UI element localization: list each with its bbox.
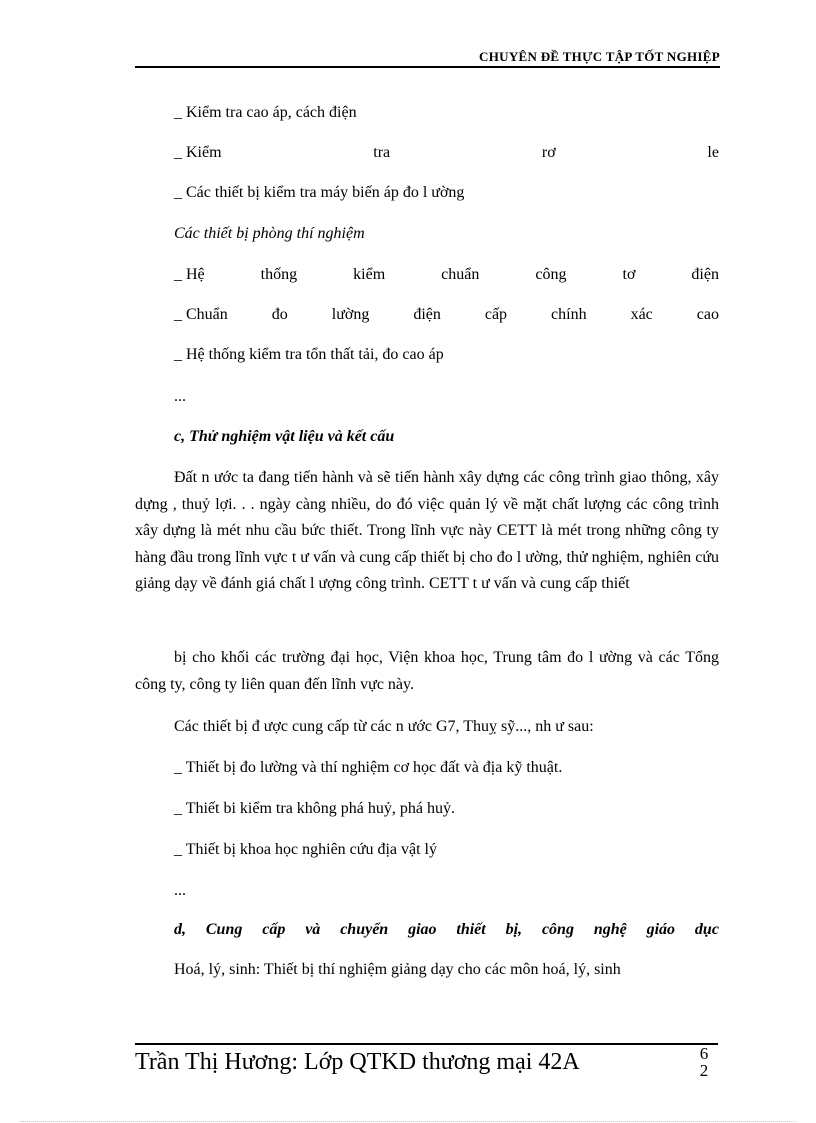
word: bị,	[505, 921, 523, 938]
section-c-heading: c, Thử nghiệm vật liệu và kết cấu	[174, 428, 395, 445]
lab-equipment-heading: Các thiết bị phòng thí nghiệm	[174, 225, 365, 242]
page-number	[695, 1045, 713, 1079]
word: công	[541, 921, 574, 938]
word: le	[707, 144, 719, 161]
word: lường	[331, 306, 370, 323]
word: chuyển	[340, 921, 389, 938]
footer-author: Trần Thị Hương: Lớp QTKD thương mại 42A	[135, 1049, 580, 1075]
word: thiết	[456, 921, 486, 938]
word: nghệ	[593, 921, 627, 938]
bullet-line-meter-calibration	[174, 265, 719, 285]
header-title: CHUYÊN ĐỀ THỰC TẬP TỐT NGHIỆP	[479, 49, 720, 64]
word: d,	[174, 921, 186, 938]
education-equipment-line: Hoá, lý, sinh: Thiết bị thí nghiệm giảng dạy cho các môn hoá, lý, sinh	[174, 961, 621, 978]
word: công	[535, 266, 567, 283]
bullet-line-soil-mechanics: _ Thiết bị đo lường và thí nghiệm cơ học đất và địa kỹ thuật.	[174, 759, 563, 776]
bullet-line-destructive-testing: _ Thiết bi kiểm tra không phá huỷ, phá huỷ.	[174, 800, 455, 817]
bullet-line-high-voltage: _ Kiểm tra cao áp, cách điện	[174, 104, 357, 121]
paragraph-institutions: bị cho khối các trường đại học, Viện khoa học, Trung tâm đo l ường và các Tổng công ty, công ty liên quan đến lĩnh vực này.	[135, 649, 719, 693]
word: chính	[551, 306, 587, 323]
word: điện	[691, 266, 719, 283]
page-number-line-1: 6	[699, 1044, 709, 1063]
bullet-line-precision-standard	[174, 305, 719, 325]
bullet-line-geophysics: _ Thiết bị khoa học nghiên cứu địa vật lý	[174, 841, 437, 858]
word: chuẩn	[441, 266, 480, 283]
word: _ Kiểm	[174, 144, 222, 161]
ellipsis-line: ...	[174, 882, 186, 899]
paragraph-construction: Đất n ước ta đang tiến hành và sẽ tiến hành xây dựng các công trình giao thông, xây dựng , thuỷ lợi. . . ngày càng nhiều, do đó việc quản lý về mặt chất lượng các công trình xây dựng là mét nhu cầu bức thiết. Trong lĩnh vực này CETT là mét trong những công ty hàng đầu trong lĩnh vực t ư vấn và cung cấp thiết bị cho đo l ường, thử nghiệm, nghiên cứu giảng dạy về đánh giá chất l ượng công trình. CETT t ư vấn và cung cấp thiết	[135, 469, 719, 592]
word: đo	[271, 306, 288, 323]
word: tơ	[622, 266, 636, 283]
word: giáo	[646, 921, 676, 938]
word: Cung	[205, 921, 243, 938]
word: cấp	[484, 306, 508, 323]
word: rơ	[541, 144, 556, 161]
header-rule	[135, 66, 720, 68]
word: xác	[630, 306, 653, 323]
word: giao	[408, 921, 437, 938]
word: dục	[694, 921, 719, 938]
page-edge-divider	[20, 1121, 796, 1122]
page-number-line-2: 2	[699, 1061, 709, 1080]
word: tra	[373, 144, 391, 161]
word: điện	[413, 306, 441, 323]
word: cấp	[262, 921, 286, 938]
word: _ Hệ	[174, 266, 205, 283]
bullet-line-transformer: _ Các thiết bị kiểm tra máy biến áp đo l ường	[174, 184, 465, 201]
word: và	[305, 921, 321, 938]
supply-origin-line: Các thiết bị đ ược cung cấp từ các n ước G7, Thuỵ sỹ..., nh ư sau:	[174, 718, 594, 735]
bullet-line-relay-test	[174, 143, 719, 163]
word: cao	[696, 306, 719, 323]
word: kiểm	[353, 266, 386, 283]
ellipsis-line: ...	[174, 388, 186, 405]
footer-rule	[135, 1043, 718, 1045]
word: _ Chuẩn	[174, 306, 228, 323]
section-d-heading	[174, 920, 719, 940]
word: thống	[260, 266, 298, 283]
bullet-line-load-loss: _ Hệ thống kiểm tra tổn thất tải, đo cao áp	[174, 346, 444, 363]
